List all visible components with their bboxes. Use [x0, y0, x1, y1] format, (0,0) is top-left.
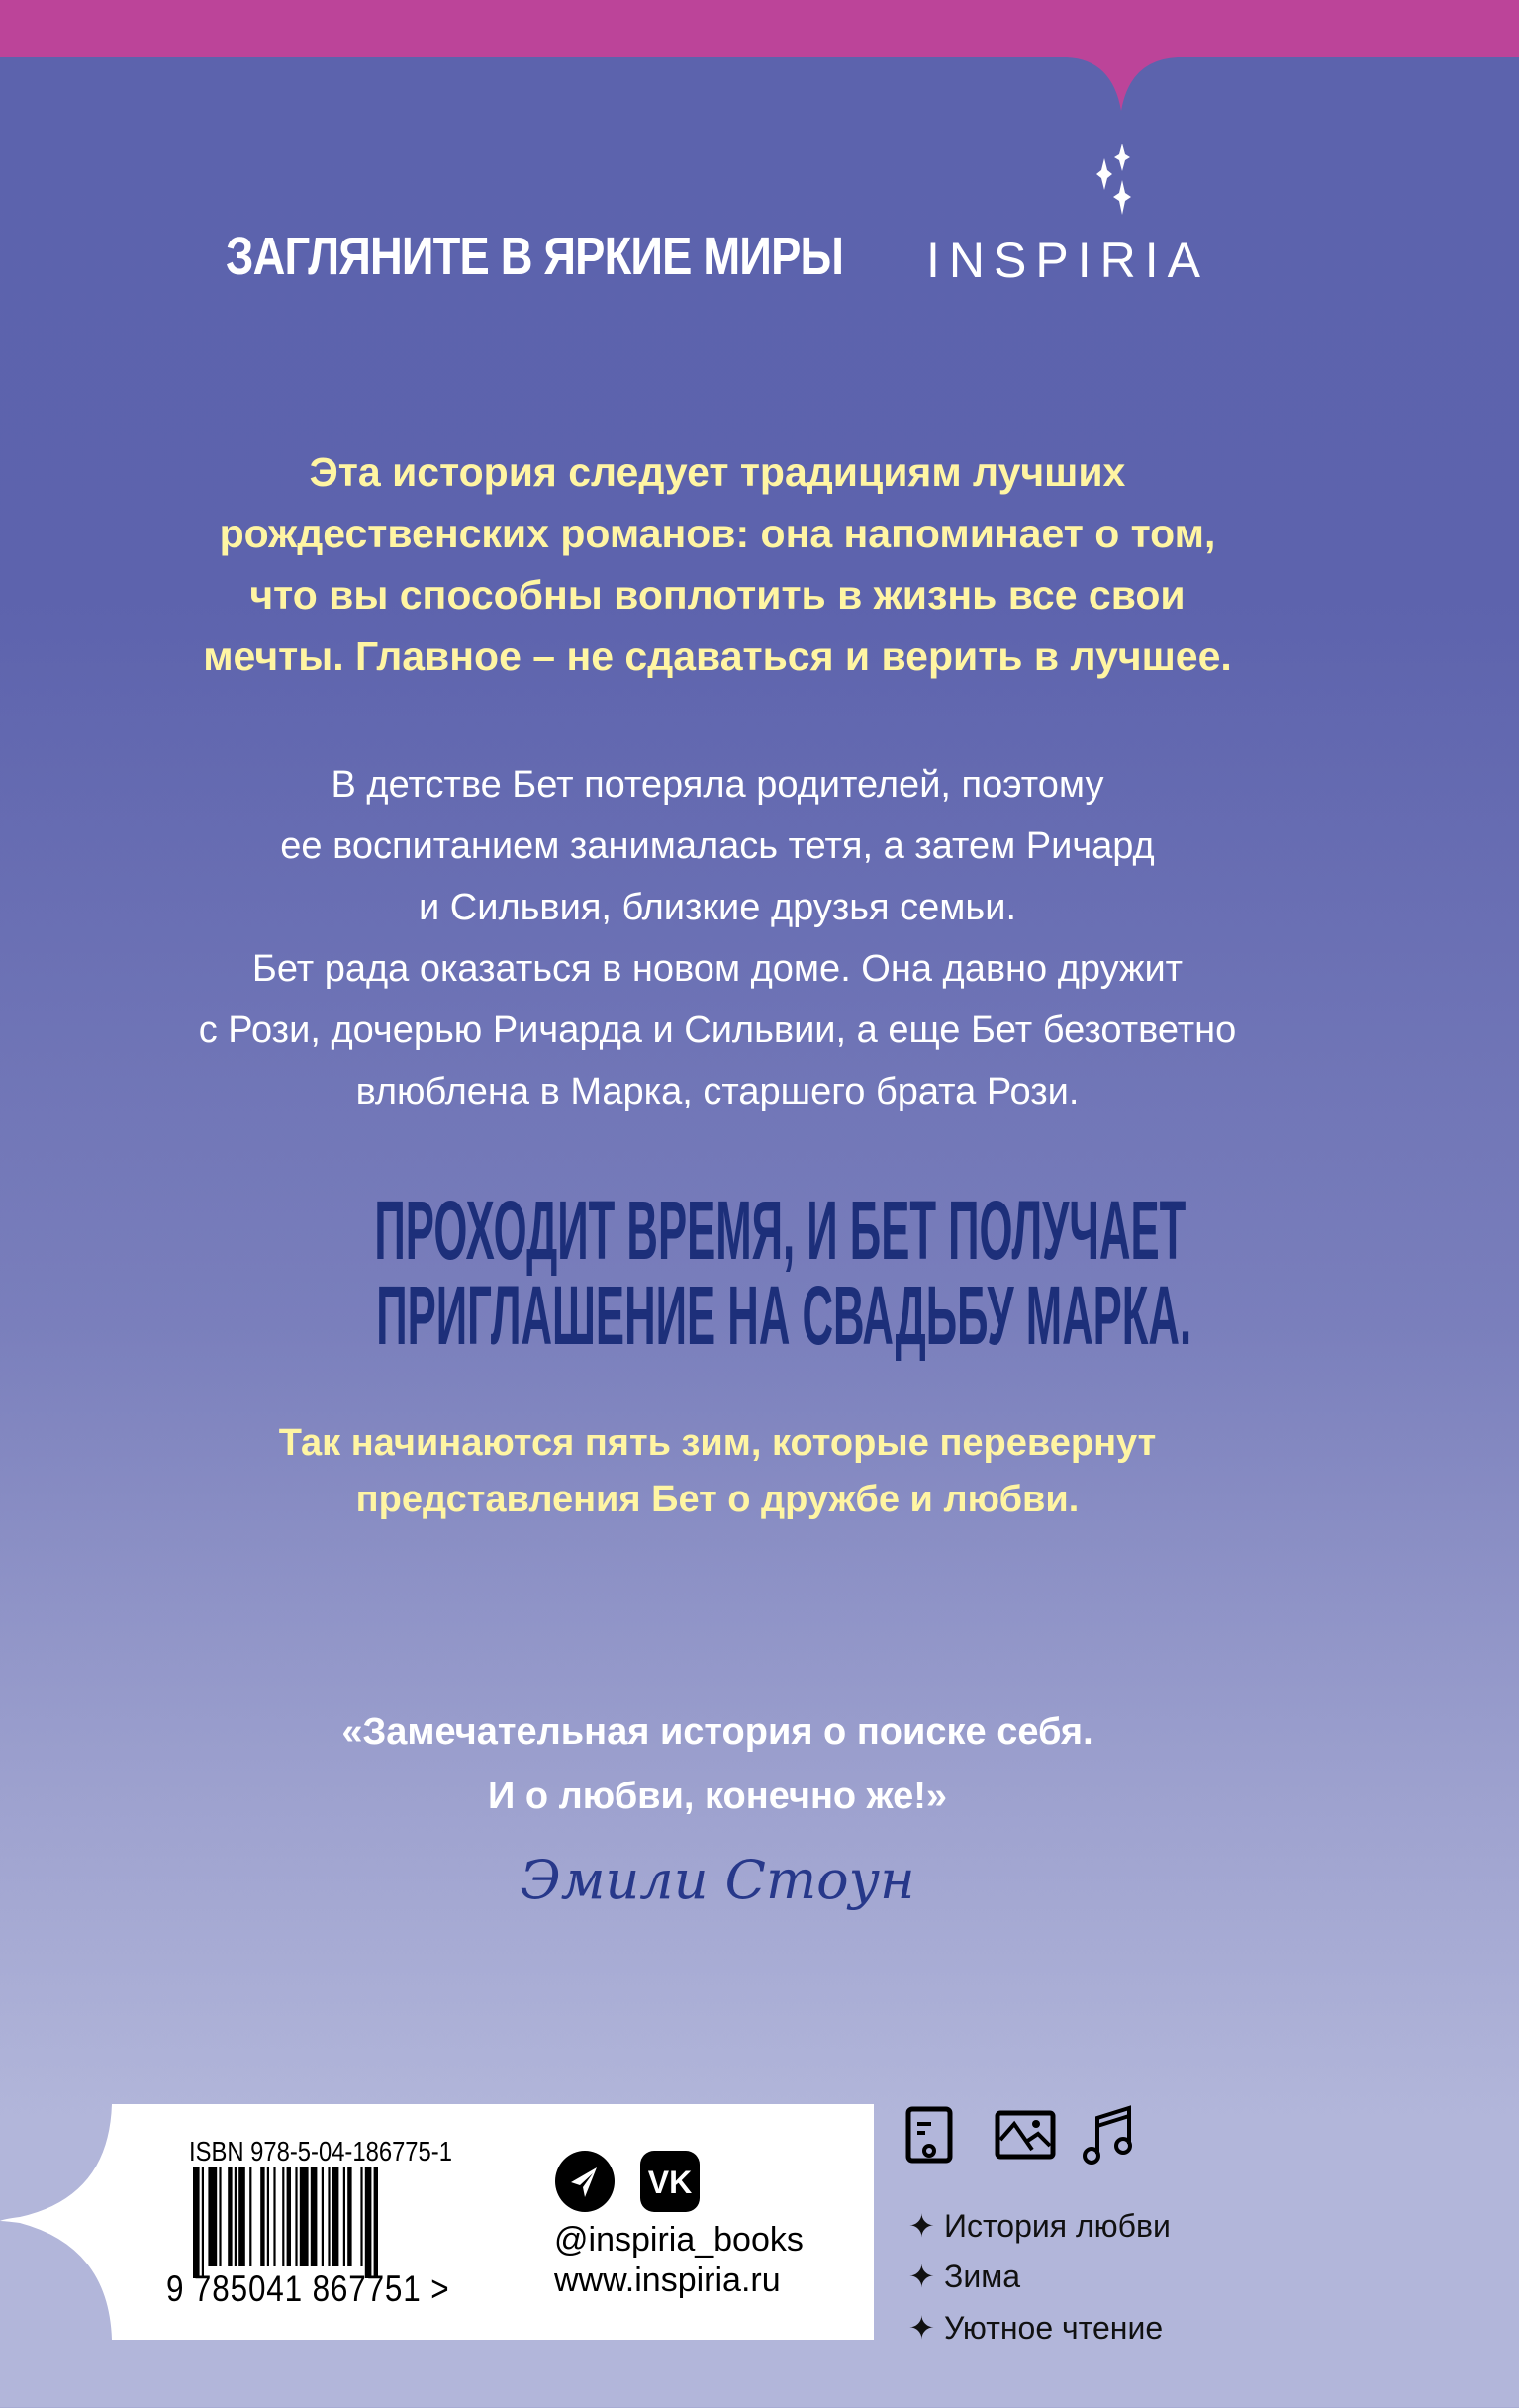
barcode-bar	[193, 2167, 200, 2278]
display-line: ПРИГЛАШЕНИЕ НА СВАДЬБУ МАРКА.	[376, 1269, 1192, 1362]
barcode-bar	[374, 2167, 378, 2278]
barcode-bar	[238, 2167, 245, 2266]
barcode-bar	[260, 2167, 264, 2266]
vk-icon[interactable]	[638, 2150, 702, 2213]
synopsis	[0, 754, 1435, 1122]
synopsis-line: с Рози, дочерью Ричарда и Сильвии, а еще Бет безответно	[198, 1010, 1237, 1051]
barcode-bar	[228, 2167, 232, 2266]
tag-item	[908, 2207, 1171, 2245]
header	[226, 226, 1209, 288]
barcode-bar	[273, 2167, 275, 2266]
tag-item	[908, 2309, 1163, 2347]
review-quote	[0, 1700, 1435, 1829]
barcode-bar	[219, 2167, 221, 2266]
barcode-bar	[208, 2167, 217, 2266]
synopsis-line: и Сильвия, близкие друзья семьи.	[418, 887, 1017, 928]
website-link[interactable]: www.inspiria.ru	[554, 2262, 781, 2299]
barcode-bar	[322, 2167, 324, 2266]
synopsis-line: Бет рада оказаться в новом доме. Она давно дружит	[251, 948, 1184, 990]
lead-line: что вы способны воплотить в жизнь все свои	[249, 572, 1186, 618]
quote-line: И о любви, конечно же!»	[487, 1776, 948, 1817]
barcode	[189, 2167, 491, 2278]
tag-item	[908, 2258, 1020, 2295]
synopsis-line: В детстве Бет потеряла родителей, поэтому	[331, 764, 1104, 806]
barcode-bar	[267, 2167, 269, 2266]
lead-line: рождественских романов: она напоминает о том,	[219, 511, 1216, 556]
header-title: ЗАГЛЯНИТЕ В ЯРКИЕ МИРЫ	[226, 227, 844, 286]
barcode-bar	[365, 2167, 372, 2278]
teaser-line: Так начинаются пять зим, которые перевернут	[278, 1422, 1157, 1464]
lead-paragraph	[0, 441, 1435, 687]
telegram-icon[interactable]	[553, 2150, 617, 2213]
star-bullet-icon: ✦	[908, 2259, 935, 2294]
star-bullet-icon: ✦	[908, 2208, 935, 2244]
teaser	[0, 1415, 1435, 1528]
quote-line: «Замечательная история о поиске себя.	[341, 1711, 1093, 1753]
barcode-bar	[332, 2167, 339, 2266]
social-handle[interactable]: @inspiria_books	[554, 2221, 804, 2259]
sparkle-stars-icon	[1087, 139, 1146, 218]
barcode-bar	[343, 2167, 345, 2266]
barcode-bar	[300, 2167, 309, 2266]
display-line: ПРОХОДИТ ВРЕМЯ, И БЕТ ПОЛУЧАЕТ	[374, 1184, 1187, 1277]
synopsis-line: влюблена в Марка, старшего брата Рози.	[355, 1071, 1080, 1112]
star-bullet-icon: ✦	[908, 2310, 935, 2346]
synopsis-line: ее воспитанием занималась тетя, а затем Ричард	[280, 825, 1155, 867]
barcode-bar	[328, 2167, 330, 2266]
barcode-bar	[287, 2167, 291, 2266]
tag-label: Уютное чтение	[944, 2310, 1164, 2346]
barcode-bar	[347, 2167, 351, 2266]
barcode-bar	[235, 2167, 237, 2266]
tag-label: Зима	[944, 2259, 1020, 2294]
image-icon	[995, 2110, 1056, 2160]
barcode-bar	[282, 2167, 284, 2266]
lead-line: Эта история следует традициям лучших	[309, 449, 1126, 495]
barcode-bar	[202, 2167, 204, 2278]
display-heading	[0, 1184, 1435, 1362]
isbn-text: ISBN 978-5-04-186775-1	[189, 2136, 452, 2167]
svg-text:VK: VK	[647, 2165, 693, 2200]
teaser-line: представления Бет о дружбе и любви.	[355, 1479, 1080, 1520]
barcode-bar	[295, 2167, 297, 2266]
barcode-bar	[249, 2167, 251, 2266]
top-band	[0, 0, 1519, 119]
barcode-bar	[311, 2167, 318, 2266]
music-note-icon	[1082, 2104, 1137, 2166]
quote-author: Эмили Стоун	[520, 1849, 915, 1911]
lead-line: мечты. Главное – не сдаваться и верить в лучшее.	[203, 633, 1232, 679]
barcode-digits: 9 785041 867751 >	[166, 2268, 450, 2309]
barcode-bar	[360, 2167, 362, 2266]
ebook-icon	[905, 2106, 953, 2164]
brand-logo: INSPIRIA	[926, 233, 1209, 288]
tag-label: История любви	[944, 2208, 1171, 2244]
